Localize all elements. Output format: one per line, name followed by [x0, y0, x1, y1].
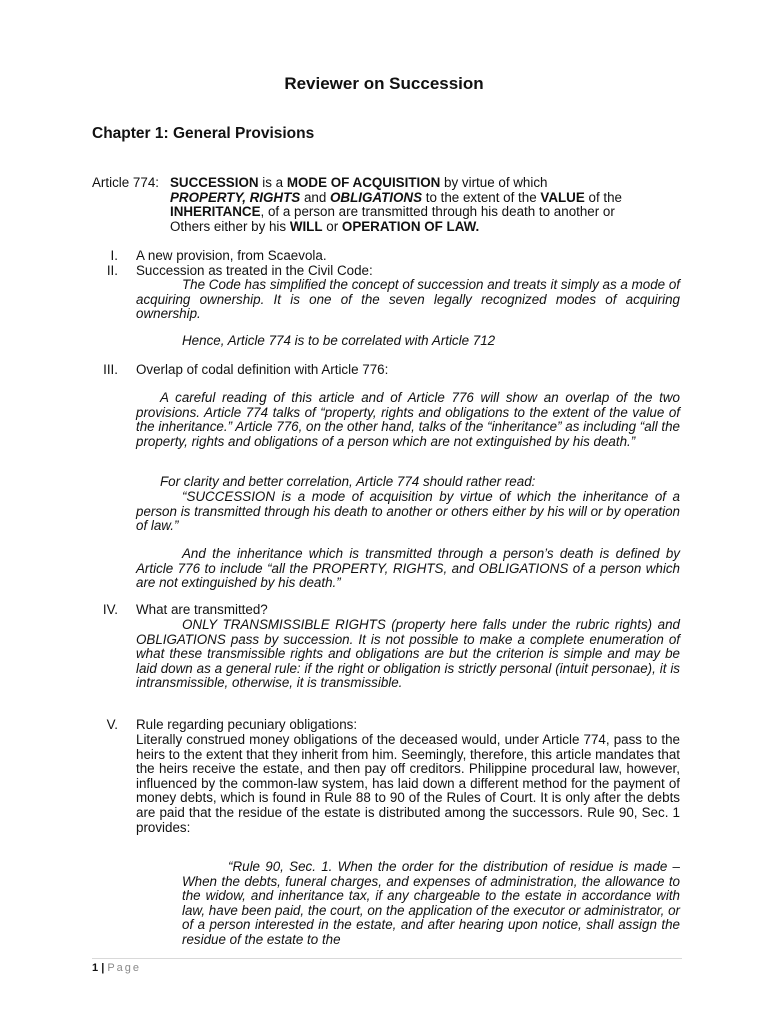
proposed-definition-text: “SUCCESSION is a mode of acquisition by virtue of which the inheritance of a person is transmitted through his death to another or others either by his will or by operation of law.”	[136, 489, 680, 534]
rule-90-quote: “Rule 90, Sec. 1. When the order for the distribution of residue is made – When the debts, funeral charges, and expenses of administration, the allowance to the widow, and inheritance tax, if any chargeable to the estate in accordance with law, have been paid, the court, on the application of the executor or administrator, or of a person interested in the estate, and after hearing upon notice, shall assign the residue of the estate to the	[182, 859, 680, 947]
pecuniary-paragraph: Literally construed money obligations of the deceased would, under Article 774, pass to the heirs to the extent that they inherit from him. Seemingly, therefore, this article mandates that the heirs receive the estate, and then pay off creditors. Philippine procedural law, however, influenced by the common-law system, has laid down a different method for the payment of money debts, which is found in Rule 88 to 90 of the Rules of Court. It is only after the debts are paid that the residue of the estate is distributed among the successors. Rule 90, Sec. 1 provides:	[136, 732, 680, 835]
article-text: of the	[584, 189, 623, 205]
page-label: Page	[107, 962, 142, 974]
term-succession: SUCCESSION	[170, 175, 259, 190]
term-value: VALUE	[540, 189, 585, 205]
list-number: II.	[106, 263, 118, 278]
list-item-text: Succession as treated in the Civil Code:	[136, 263, 373, 278]
list-number: V.	[106, 717, 118, 732]
article-text: , of a person are transmitted through his death to another or	[260, 204, 615, 220]
article-text: Others either by his	[170, 218, 290, 234]
page-number: 1	[92, 962, 99, 974]
document-title: Reviewer on Succession	[284, 74, 484, 93]
succession-quote: The Code has simplified the concept of succession and treats it simply as a mode of acquiring ownership. It is one of the seven legally recognized modes of acquiring ownership.	[136, 277, 680, 322]
article-text: or	[322, 218, 342, 234]
list-item-text: A new provision, from Scaevola.	[136, 248, 327, 263]
list-item-text: Rule regarding pecuniary obligations:	[136, 717, 358, 732]
list-number: I.	[110, 248, 118, 263]
overlap-text: A careful reading of this article and of Article 776 will show an overlap of the two provisions. Article 774 talks of “property, rights and obligations to the extent of the value of the inheritance.” Article 776, on the other hand, talks of the “inheritance” as including “all the property, rights and obligations of a person which are not extinguished by his death.”	[136, 390, 680, 449]
term-will: WILL	[289, 218, 323, 234]
term-inheritance: INHERITANCE	[170, 204, 261, 220]
footer-divider	[92, 958, 682, 959]
chapter-heading: Chapter 1: General Provisions	[92, 125, 315, 142]
page-footer	[92, 962, 141, 974]
inheritance-definition-text: And the inheritance which is transmitted through a person’s death is defined by Article 776 to include “all the PROPERTY, RIGHTS, and OBLIGATIONS of a person which are not extinguished by his death.”	[136, 546, 680, 591]
overlap-paragraph	[136, 391, 680, 449]
proposed-definition	[136, 490, 680, 534]
term-operation-of-law: OPERATION OF LAW.	[341, 218, 480, 234]
article-text: by virtue of which	[440, 175, 548, 190]
transmissible-rights-quote: ONLY TRANSMISSIBLE RIGHTS (property here falls under the rubric rights) and OBLIGATIONS pass by succession. It is not possible to make a complete enumeration of what these transmissible rights and obligations are but the criterion is simple and may be laid down as a general rule: if the right or obligation is strictly personal (intuit personae), it is intransmissible, otherwise, it is transmissible.	[136, 617, 680, 691]
article-774-definition	[92, 176, 680, 234]
term-obligations: OBLIGATIONS	[330, 189, 423, 205]
list-item-text: Overlap of codal definition with Article 776:	[136, 362, 389, 377]
article-label: Article 774:	[92, 175, 159, 190]
term-property-rights: PROPERTY, RIGHTS	[170, 189, 301, 205]
inheritance-definition	[136, 547, 680, 591]
term-mode-of-acquisition: MODE OF ACQUISITION	[286, 175, 441, 190]
article-text: is a	[258, 175, 287, 190]
article-text: and	[300, 189, 331, 205]
list-item-text: What are transmitted?	[136, 602, 268, 617]
correlation-note: Hence, Article 774 is to be correlated with Article 712	[182, 333, 496, 348]
footer-separator: |	[101, 962, 105, 974]
article-text: to the extent of the	[422, 189, 541, 205]
clarity-heading: For clarity and better correlation, Article 774 should rather read:	[160, 474, 536, 489]
list-number: III.	[103, 362, 118, 377]
list-number: IV.	[102, 602, 118, 617]
